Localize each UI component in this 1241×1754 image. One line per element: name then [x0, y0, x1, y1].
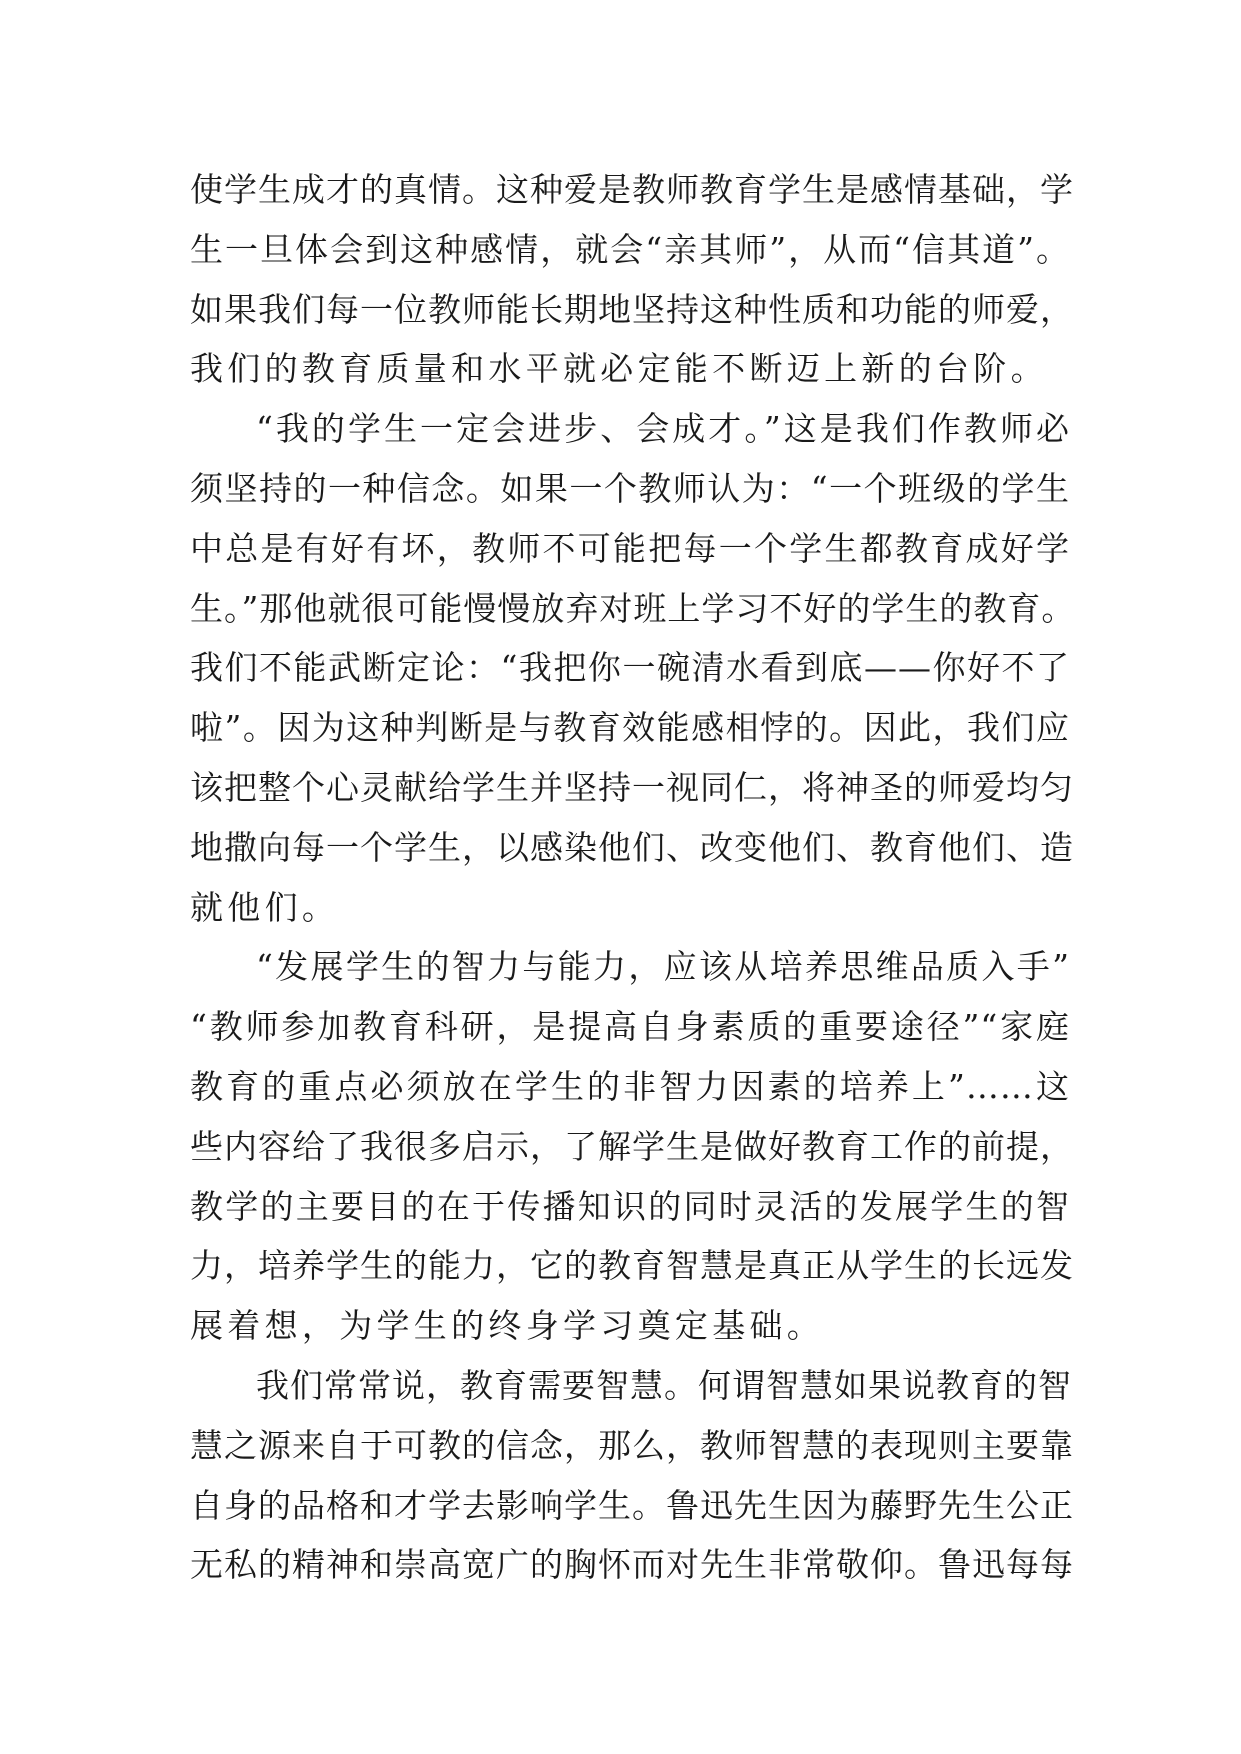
paragraph-2 — [190, 399, 1076, 937]
text-line: 些内容给了我很多启示，了解学生是做好教育工作的前提， — [190, 1126, 1074, 1166]
text-line: 地撒向每一个学生，以感染他们、改变他们、教育他们、造 — [190, 827, 1074, 867]
paragraph-4 — [190, 1356, 1074, 1595]
text-line: 我们的教育质量和水平就必定能不断迈上新的台阶。 — [190, 349, 1048, 389]
paragraph-3 — [190, 937, 1074, 1356]
text-line: 就他们。 — [190, 887, 340, 927]
text-line: 须坚持的一种信念。如果一个教师认为：“一个班级的学生 — [190, 468, 1070, 508]
text-line: 展着想，为学生的终身学习奠定基础。 — [190, 1306, 825, 1346]
text-line: 教育的重点必须放在学生的非智力因素的培养上”……这 — [190, 1066, 1070, 1106]
text-line: 生一旦体会到这种感情，就会“亲其师”，从而“信其道”。 — [190, 229, 1070, 269]
text-line: 慧之源来自于可教的信念，那么，教师智慧的表现则主要靠 — [190, 1425, 1074, 1465]
text-line: 教学的主要目的在于传播知识的同时灵活的发展学生的智 — [190, 1186, 1070, 1226]
text-line: 我们不能武断定论：“我把你一碗清水看到底——你好不了 — [190, 648, 1070, 688]
text-line: 生。”那他就很可能慢慢放弃对班上学习不好的学生的教育。 — [190, 588, 1076, 628]
text-line: 该把整个心灵献给学生并坚持一视同仁，将神圣的师爱均匀 — [190, 767, 1074, 807]
text-line: 自身的品格和才学去影响学生。鲁迅先生因为藤野先生公正 — [190, 1485, 1074, 1525]
text-line: “教师参加教育科研，是提高自身素质的重要途径”“家庭 — [190, 1007, 1070, 1047]
text-line: 无私的精神和崇高宽广的胸怀而对先生非常敬仰。鲁迅每每 — [190, 1545, 1074, 1585]
paragraph-1 — [190, 160, 1074, 399]
text-line: 使学生成才的真情。这种爱是教师教育学生是感情基础，学 — [190, 170, 1074, 209]
text-line: 我们常常说，教育需要智慧。何谓智慧如果说教育的智 — [256, 1365, 1072, 1405]
text-line: 如果我们每一位教师能长期地坚持这种性质和功能的师爱， — [190, 289, 1074, 329]
text-line: “发展学生的智力与能力，应该从培养思维品质入手” — [256, 947, 1070, 987]
document-body — [190, 160, 1076, 1595]
text-line: “我的学生一定会进步、会成才。”这是我们作教师必 — [256, 409, 1070, 449]
text-line: 中总是有好有坏，教师不可能把每一个学生都教育成好学 — [190, 528, 1070, 568]
text-line: 啦”。因为这种判断是与教育效能感相悖的。因此，我们应 — [190, 708, 1070, 748]
text-line: 力，培养学生的能力，它的教育智慧是真正从学生的长远发 — [190, 1246, 1074, 1286]
